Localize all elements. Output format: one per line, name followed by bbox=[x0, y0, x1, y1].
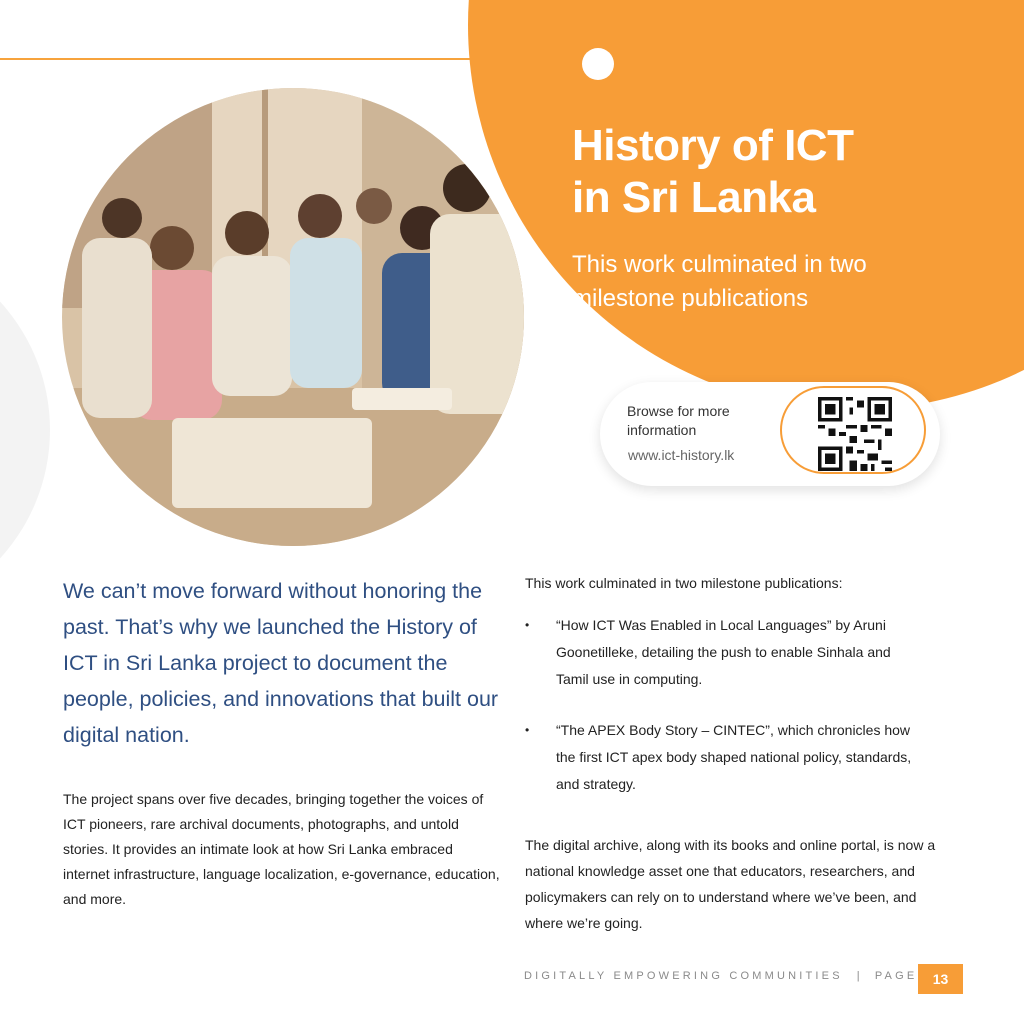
page-label: PAGE bbox=[874, 970, 918, 982]
title-line-1: History of ICT bbox=[572, 121, 854, 170]
publications-list bbox=[525, 612, 925, 798]
archival-photo-illustration bbox=[62, 88, 524, 546]
bullet-icon: • bbox=[525, 723, 530, 737]
list-item bbox=[525, 612, 925, 693]
project-description: The project spans over five decades, bringing together the voices of ICT pioneers, rare archival documents, photographs, and untold stories. It provides an intimate look at how Sri Lanka embraced internet infrastructure, language localization, e-governance, education, and more. bbox=[63, 791, 500, 907]
decorative-arc bbox=[0, 240, 50, 620]
footer-tagline: DIGITALLY EMPOWERING COMMUNITIES bbox=[524, 970, 843, 982]
footer-separator: | bbox=[856, 970, 863, 982]
archive-description: The digital archive, along with its books and online portal, is now a national knowledge asset one that educators, researchers, and policymakers can rely on to understand where we’ve been, and where we’re going. bbox=[525, 837, 936, 931]
bullet-icon: • bbox=[525, 618, 530, 632]
lead-statement: We can’t move forward without honoring the past. That’s why we launched the History of ICT in Sri Lanka project to document the people, policies, and innovations that built our digital nation. bbox=[63, 579, 499, 747]
decorative-dot bbox=[582, 48, 614, 80]
archival-photo bbox=[62, 88, 524, 546]
website-link[interactable]: www.ict-history.lk bbox=[628, 447, 735, 463]
publication-text: “How ICT Was Enabled in Local Languages” by Aruni Goonetilleke, detailing the push to enable Sinhala and Tamil use in computing. bbox=[556, 617, 891, 687]
title-line-2: in Sri Lanka bbox=[572, 173, 816, 222]
page-title bbox=[572, 120, 853, 224]
publication-text: “The APEX Body Story – CINTEC”, which chronicles how the first ICT apex body shaped national policy, standards, and strategy. bbox=[556, 722, 912, 792]
browse-label: Browse for more information bbox=[627, 403, 730, 438]
page-footer bbox=[524, 970, 917, 982]
publications-intro: This work culminated in two milestone publications: bbox=[525, 575, 843, 591]
page-subtitle: This work culminated in two milestone publications bbox=[572, 251, 867, 312]
qr-code-icon[interactable] bbox=[818, 397, 892, 471]
page-number: 13 bbox=[918, 964, 963, 994]
computer-equipment bbox=[172, 418, 372, 508]
top-rule bbox=[0, 58, 520, 60]
list-item bbox=[525, 717, 925, 798]
